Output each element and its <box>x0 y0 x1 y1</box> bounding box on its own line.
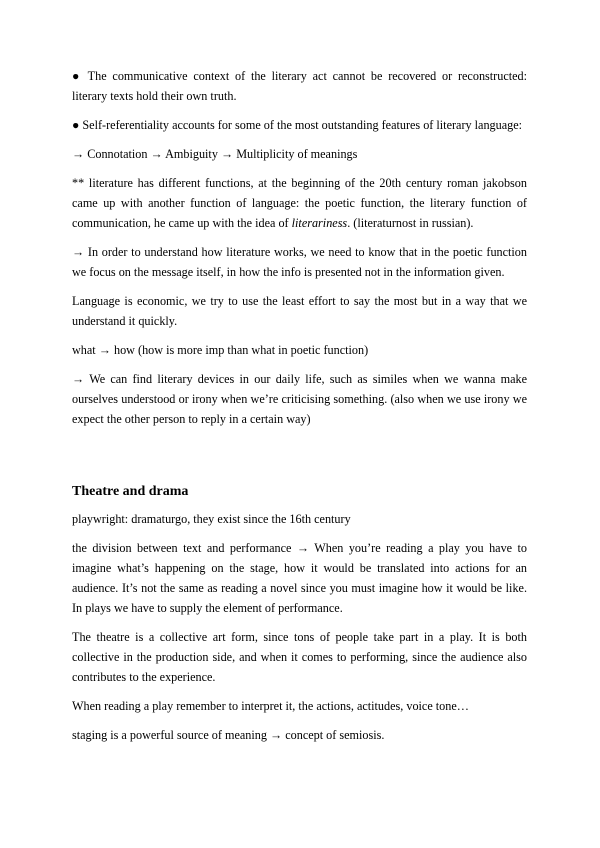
literature-works-paragraph: → In order to understand how literature works, we need to know that in the poetic function we focus on the message itself, in how the info is presented not in the information given. <box>72 245 527 279</box>
collective-art-paragraph: The theatre is a collective art form, since tons of people take part in a play. It is both collective in the production side, and when it comes to performing, since the audience also contributes to the experience. <box>72 630 527 684</box>
document-page <box>72 66 527 754</box>
staging-paragraph: staging is a powerful source of meaning → concept of semiosis. <box>72 728 385 742</box>
interpret-play-paragraph: When reading a play remember to interpret it, the actions, actitudes, voice tone… <box>72 699 469 713</box>
poetic-function-text-end: . (literaturnost in russian). <box>347 216 474 230</box>
section-heading: Theatre and drama <box>72 484 189 499</box>
bullet-paragraph-self-referentiality: ● Self-referentiality accounts for some of the most outstanding features of literary language: <box>72 118 523 132</box>
literariness-term: literariness <box>291 216 348 230</box>
poetic-function-paragraph <box>72 173 527 233</box>
poetic-function-text-start: ** literature has different functions, at the beginning of the 20th century roman jakobson came up with another function of language: the poetic function, the literary function of communication, he came up with the idea of <box>72 176 527 230</box>
arrow-chain-paragraph: → Connotation → Ambiguity → Multiplicity of meanings <box>72 147 358 161</box>
text-performance-paragraph: the division between text and performance → When you’re reading a play you have to imagine what’s happening on the stage, how it would be translated into actions for an audience. It’s not the same as reading a novel since you must imagine how it would be like. In plays we have to supply the element of performance. <box>72 541 527 615</box>
language-economic-paragraph: Language is economic, we try to use the least effort to say the most but in a way that we understand it quickly. <box>72 294 527 328</box>
section-spacer <box>72 438 527 482</box>
literary-devices-paragraph: → We can find literary devices in our daily life, such as similes when we wanna make ourselves understood or irony when we’re criticising something. (also when we use irony we expect the other person to reply in a certain way) <box>72 372 527 426</box>
bullet-paragraph-context: ● The communicative context of the literary act cannot be recovered or reconstructed: literary texts hold their own truth. <box>72 69 527 103</box>
playwright-paragraph: playwright: dramaturgo, they exist since the 16th century <box>72 512 351 526</box>
what-how-paragraph: what → how (how is more imp than what in poetic function) <box>72 343 369 357</box>
